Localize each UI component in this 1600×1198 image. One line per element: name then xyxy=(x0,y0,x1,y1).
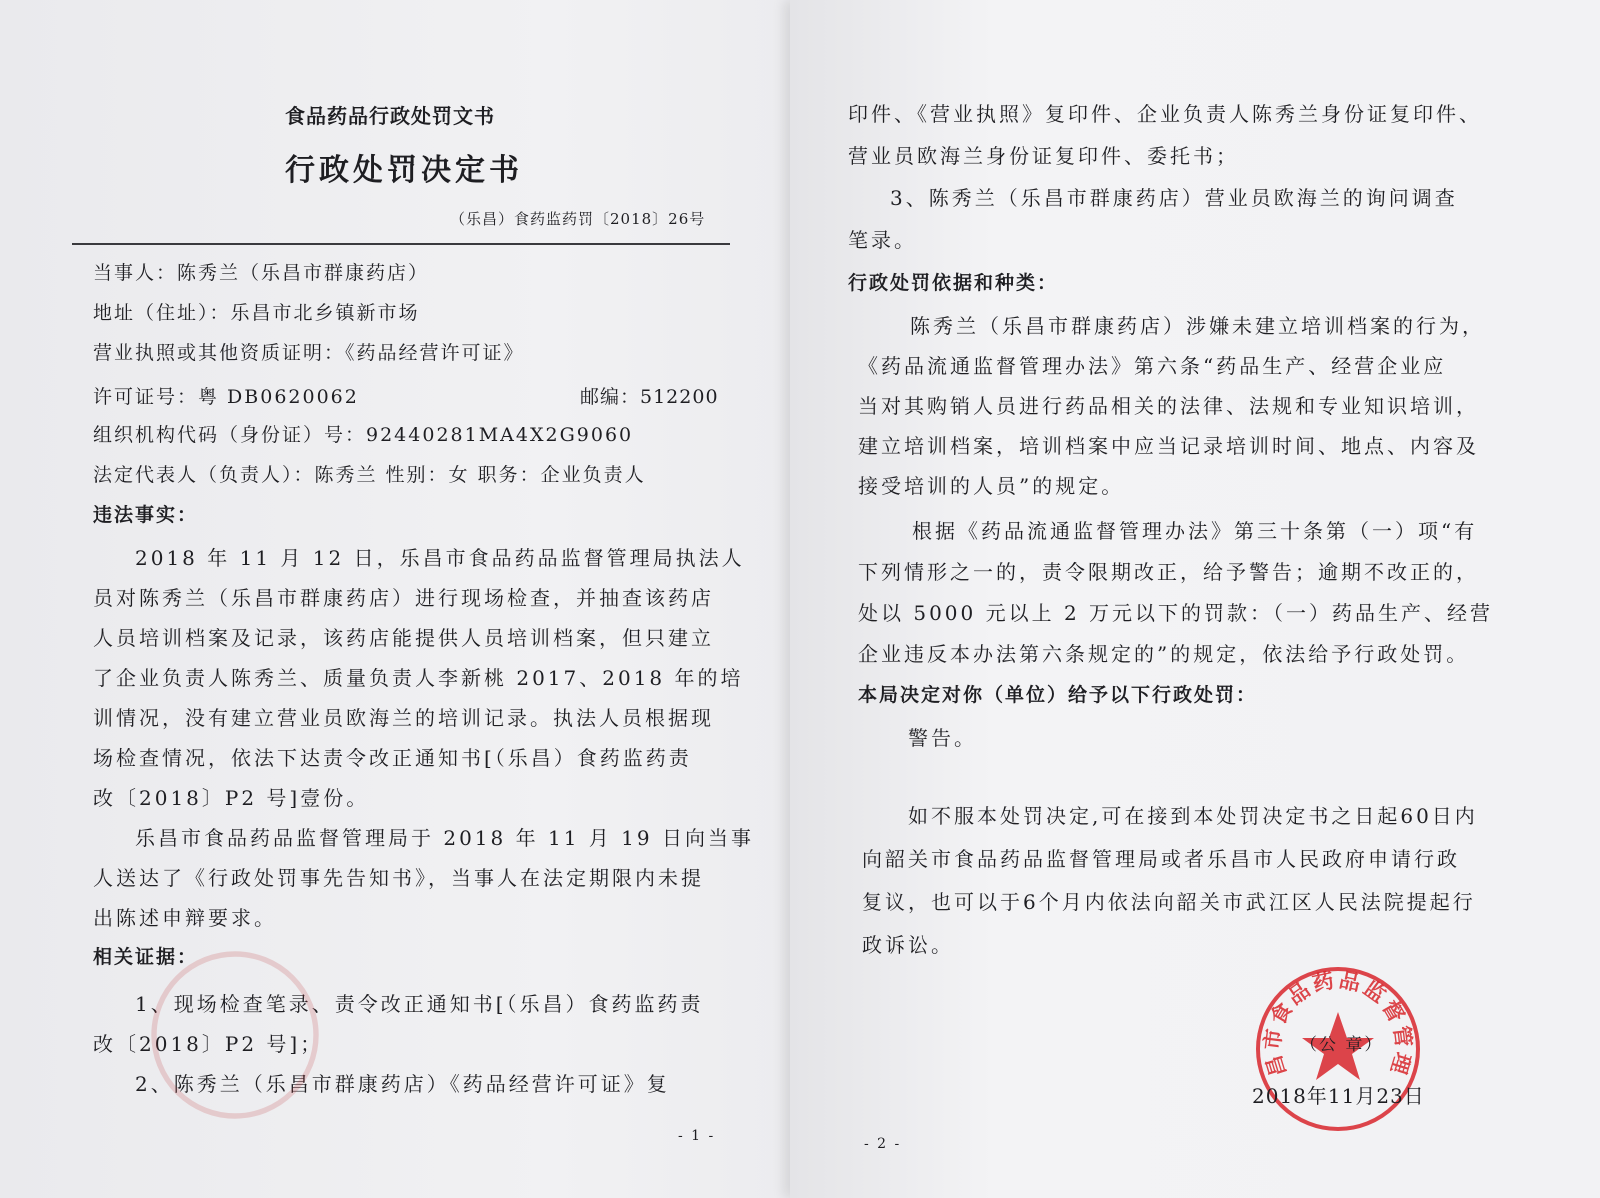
basis-line: 根据《药品流通监督管理办法》第三十条第（一）项“有 xyxy=(912,519,1478,543)
facts-line: 人员培训档案及记录，该药店能提供人员培训档案，但只建立 xyxy=(93,626,714,650)
appeal-line: 向韶关市食品药品监督管理局或者乐昌市人民政府申请行政 xyxy=(862,847,1460,871)
basis-line: 下列情形之一的，责令限期改正，给予警告；逾期不改正的， xyxy=(858,560,1479,584)
appeal-line: 复议，也可以于6个月内依法向韶关市武江区人民法院提起行 xyxy=(862,890,1476,914)
facts-line: 乐昌市食品药品监督管理局于 2018 年 11 月 19 日向当事 xyxy=(135,826,754,850)
basis-line: 处以 5000 元以上 2 万元以下的罚款：（一）药品生产、经营 xyxy=(858,601,1494,625)
party-field: 当事人：陈秀兰（乐昌市群康药店） xyxy=(93,262,430,284)
evidence-line: 改〔2018〕P2 号]； xyxy=(93,1032,324,1056)
seal-caption: （公 章） xyxy=(1300,1035,1384,1055)
seal-bleedthrough xyxy=(145,945,325,1125)
facts-line: 了企业负责人陈秀兰、质量负责人李新桃 2017、2018 年的培 xyxy=(93,666,744,690)
basis-line: 当对其购销人员进行药品相关的法律、法规和专业知识培训， xyxy=(858,394,1479,418)
seal-text: 昌市食品药品监督管理 xyxy=(1259,966,1417,1080)
facts-line: 人送达了《行政处罚事先告知书》，当事人在法定期限内未提 xyxy=(93,866,704,890)
facts-line: 改〔2018〕P2 号]壹份。 xyxy=(93,786,370,810)
document-page-1 xyxy=(0,0,790,1198)
legal-rep-field: 法定代表人（负责人）：陈秀兰 性别：女 职务：企业负责人 xyxy=(93,464,646,486)
address-field: 地址（住址）：乐昌市北乡镇新市场 xyxy=(93,302,420,324)
facts-line: 2018 年 11 月 12 日，乐昌市食品药品监督管理局执法人 xyxy=(135,546,745,570)
license-type-field: 营业执照或其他资质证明：《药品经营许可证》 xyxy=(93,342,525,364)
appeal-line: 如不服本处罚决定,可在接到本处罚决定书之日起60日内 xyxy=(908,804,1478,828)
license-number-field: 许可证号：粤 DB0620062 xyxy=(93,386,359,408)
org-code-field: 组织机构代码（身份证）号：92440281MA4X2G9060 xyxy=(93,424,634,446)
basis-line: 接受培训的人员”的规定。 xyxy=(858,474,1125,498)
header-divider xyxy=(72,243,730,245)
page-number: - 1 - xyxy=(678,1128,716,1144)
decision-date: 2018年11月23日 xyxy=(1252,1084,1425,1108)
evidence-continued-line: 3、陈秀兰（乐昌市群康药店）营业员欧海兰的询问调查 xyxy=(890,186,1458,210)
facts-line: 场检查情况，依法下达责令改正通知书[（乐昌）食药监药责 xyxy=(93,746,692,770)
document-number: （乐昌）食药监药罚〔2018〕26号 xyxy=(450,210,706,228)
basis-heading: 行政处罚依据和种类： xyxy=(848,272,1059,294)
postcode-field: 邮编：512200 xyxy=(580,386,719,408)
decision-heading: 本局决定对你（单位）给予以下行政处罚： xyxy=(858,684,1258,706)
page-number: - 2 - xyxy=(864,1136,902,1152)
document-page-2 xyxy=(790,0,1600,1198)
document-title: 行政处罚决定书 xyxy=(285,153,523,188)
facts-line: 出陈述申辩要求。 xyxy=(93,906,277,930)
facts-line: 训情况，没有建立营业员欧海兰的培训记录。执法人员根据现 xyxy=(93,706,714,730)
evidence-continued-line: 营业员欧海兰身份证复印件、委托书； xyxy=(848,144,1239,168)
facts-heading: 违法事实： xyxy=(93,504,199,526)
decision-text: 警告。 xyxy=(908,726,977,750)
evidence-line: 2、陈秀兰（乐昌市群康药店）《药品经营许可证》复 xyxy=(135,1072,670,1096)
evidence-line: 1、现场检查笔录、责令改正通知书[（乐昌）食药监药责 xyxy=(135,992,704,1016)
basis-line: 《药品流通监督管理办法》第六条“药品生产、经营企业应 xyxy=(858,354,1447,378)
basis-line: 企业违反本办法第六条规定的”的规定，依法给予行政处罚。 xyxy=(858,642,1470,666)
evidence-continued-line: 笔录。 xyxy=(848,228,917,252)
basis-line: 陈秀兰（乐昌市群康药店）涉嫌未建立培训档案的行为， xyxy=(910,314,1485,338)
evidence-continued-line: 印件、《营业执照》复印件、企业负责人陈秀兰身份证复印件、 xyxy=(848,102,1482,126)
facts-line: 员对陈秀兰（乐昌市群康药店）进行现场检查，并抽查该药店 xyxy=(93,586,714,610)
evidence-heading: 相关证据： xyxy=(93,946,199,968)
document-type: 食品药品行政处罚文书 xyxy=(285,104,495,128)
basis-line: 建立培训档案，培训档案中应当记录培训时间、地点、内容及 xyxy=(858,434,1479,458)
appeal-line: 政诉讼。 xyxy=(862,933,954,957)
